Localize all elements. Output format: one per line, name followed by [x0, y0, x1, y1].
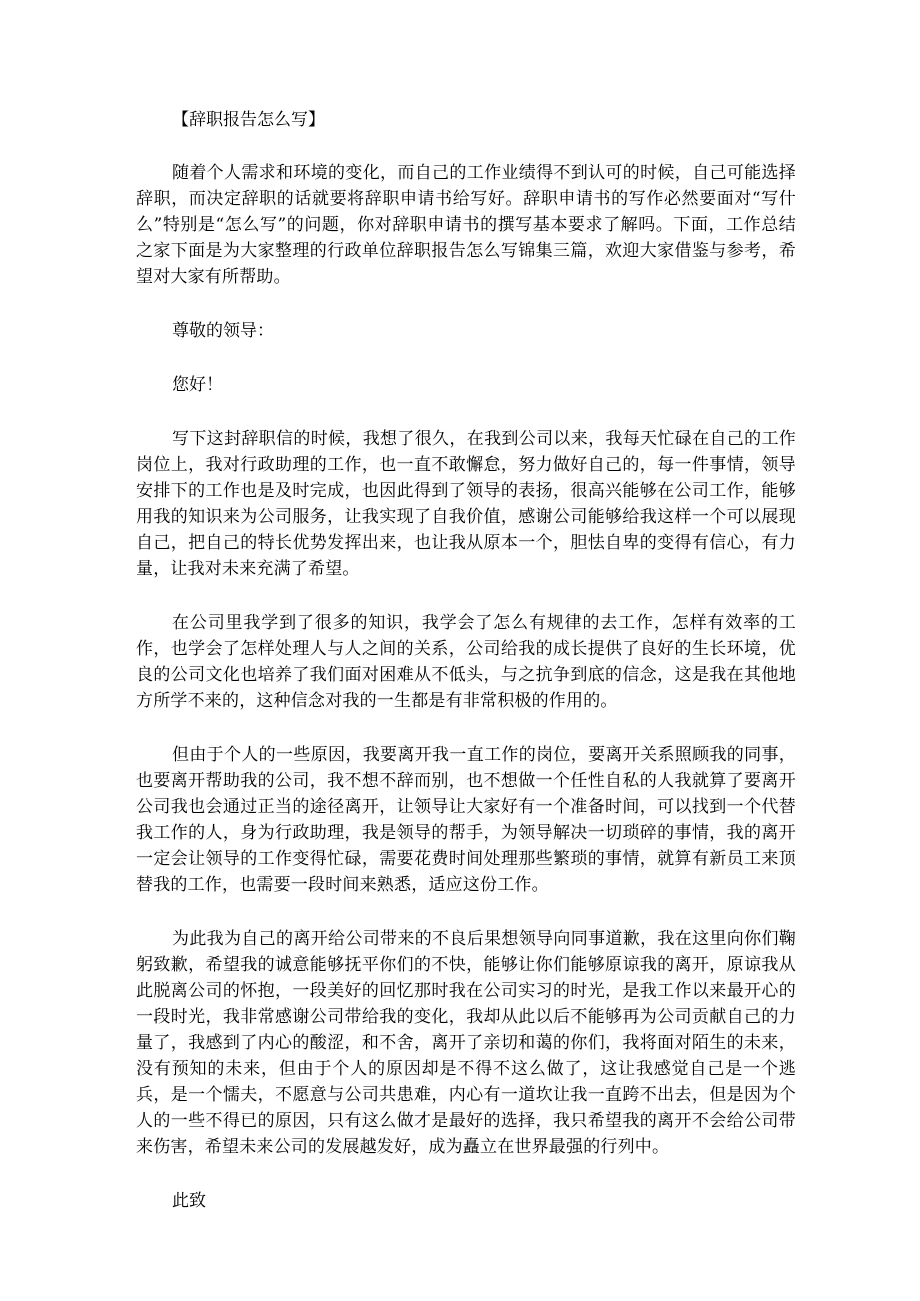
document-title: 【辞职报告怎么写】 — [172, 110, 325, 130]
body-paragraph: 写下这封辞职信的时候，我想了很久，在我到公司以来，我每天忙碌在自己的工作岗位上，我对行政助理的工作，也一直不敢懈怠，努力做好自己的，每一件事情，领导安排下的工作也是及时完成，也因此得到了领导的表扬，很高兴能够在公司工作，能够用我的知识来为公司服务，让我实现了自我价值，感谢公司能够给我这样一个可以展现自己，把自己的特长优势发挥出来，也让我从原本一个，胆怯自卑的变得有信心，有力量，让我对未来充满了希望。 — [136, 429, 796, 579]
body-paragraph: 但由于个人的一些原因，我要离开我一直工作的岗位，要离开关系照顾我的同事，也要离开帮助我的公司，我不想不辞而别，也不想做一个任性自私的人我就算了要离开公司我也会通过正当的途径离开，让领导让大家好有一个准备时间，可以找到一个代替我工作的人，身为行政助理，我是领导的帮手，为领导解决一切琐碎的事情，我的离开一定会让领导的工作变得忙碌，需要花费时间处理那些繁琐的事情，就算有新员工来顶替我的工作，也需要一段时间来熟悉，适应这份工作。 — [136, 745, 796, 895]
body-paragraph: 在公司里我学到了很多的知识，我学会了怎么有规律的去工作，怎样有效率的工作，也学会了怎样处理人与人之间的关系，公司给我的成长提供了良好的生长环境，优良的公司文化也培养了我们面对困难从不低头，与之抗争到底的信念，这是我在其他地方所学不来的，这种信念对我的一生都是有非常积极的作用的。 — [136, 613, 796, 711]
closing: 此致 — [172, 1191, 206, 1211]
body-paragraph: 为此我为自己的离开给公司带来的不良后果想领导向同事道歉，我在这里向你们鞠躬致歉，希望我的诚意能够抚平你们的不快，能够让你们能够原谅我的离开，原谅我从此脱离公司的怀抱，一段美好的回忆那时我在公司实习的时光，是我工作以来最开心的一段时光，我非常感谢公司带给我的变化，我却从此以后不能够再为公司贡献自己的力量了，我感到了内心的酸涩，和不舍，离开了亲切和蔼的你们，我将面对陌生的未来，没有预知的未来，但由于个人的原因却是不得不这么做了，这让我感觉自己是一个逃兵，是一个懦夫，不愿意与公司共患难，内心有一道坎让我一直跨不出去，但是因为个人的一些不得已的原因，只有这么做才是最好的选择，我只希望我的离开不会给公司带来伤害，希望未来公司的发展越发好，成为矗立在世界最强的行列中。 — [136, 929, 796, 1157]
salutation: 尊敬的领导： — [172, 321, 274, 341]
document-page — [136, 108, 796, 1242]
greeting: 您好！ — [172, 375, 223, 395]
intro-paragraph: 随着个人需求和环境的变化，而自己的工作业绩得不到认可的时候，自己可能选择辞职，而决定辞职的话就要将辞职申请书给写好。辞职申请书的写作必然要面对“写什么”特别是“怎么写”的问题，你对辞职申请书的撰写基本要求了解吗。下面，工作总结之家下面是为大家整理的行政单位辞职报告怎么写锦集三篇，欢迎大家借鉴与参考，希望对大家有所帮助。 — [136, 163, 796, 287]
